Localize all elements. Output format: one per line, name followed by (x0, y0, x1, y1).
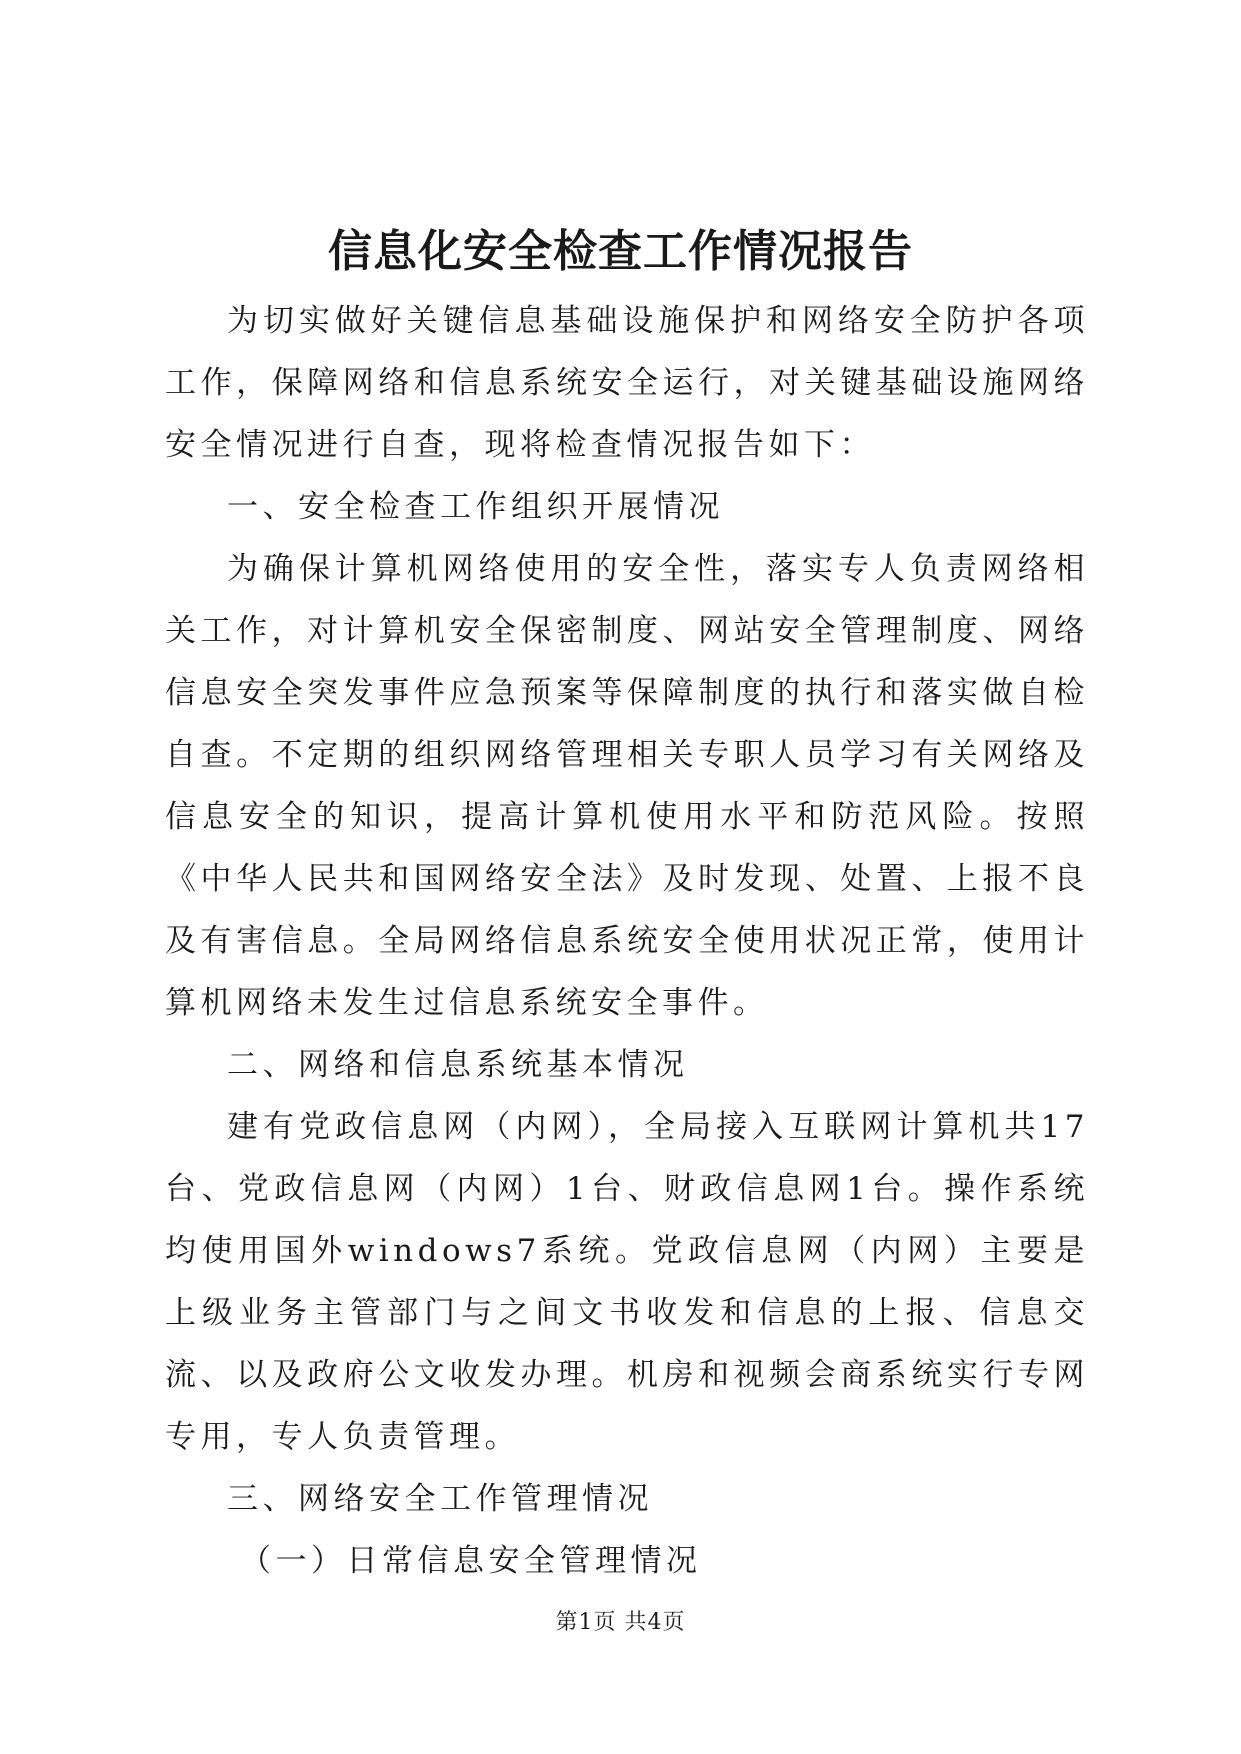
section-heading-3: 三、网络安全工作管理情况 (227, 1481, 653, 1517)
section-heading-2: 二、网络和信息系统基本情况 (227, 1047, 689, 1083)
page-number-footer: 第1页 共4页 (555, 1610, 686, 1635)
section-1-paragraph: 为确保计算机网络使用的安全性，落实专人负责网络相关工作，对计算机安全保密制度、网站安全管理制度、网络信息安全突发事件应急预案等保障制度的执行和落实做自检自查。不定期的组织网络管理相关专职人员学习有关网络及信息安全的知识，提高计算机使用水平和防范风险。按照《中华人民共和国网络安全法》及时发现、处置、上报不良及有害信息。全局网络信息系统安全使用状况正常，使用计算机网络未发生过信息系统安全事件。 (165, 551, 1089, 1021)
section-2-paragraph: 建有党政信息网（内网），全局接入互联网计算机共17台、党政信息网（内网）1台、财政信息网1台。操作系统均使用国外windows7系统。党政信息网（内网）主要是上级业务主管部门与之间文书收发和信息的上报、信息交流、以及政府公文收发办理。机房和视频会商系统实行专网专用，专人负责管理。 (165, 1109, 1089, 1455)
subsection-heading-1: （一）日常信息安全管理情况 (240, 1543, 702, 1579)
section-heading-1: 一、安全检查工作组织开展情况 (227, 489, 724, 525)
document-title: 信息化安全检查工作情况报告 (328, 226, 913, 277)
intro-paragraph: 为切实做好关键信息基础设施保护和网络安全防护各项工作，保障网络和信息系统安全运行，对关键基础设施网络安全情况进行自查，现将检查情况报告如下： (165, 303, 1089, 463)
document-body (165, 290, 1089, 1592)
